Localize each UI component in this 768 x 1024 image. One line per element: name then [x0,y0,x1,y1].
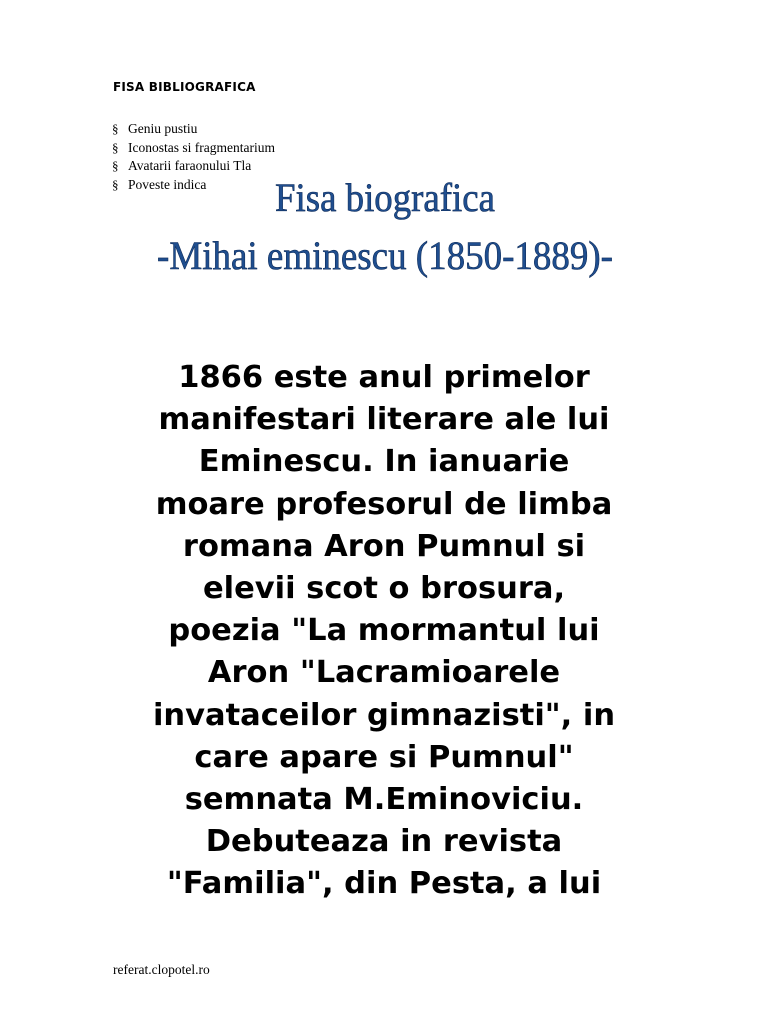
paragraph-line: 1866 este anul primelor [178,360,590,395]
paragraph-line: elevii scot o brosura, [202,571,566,607]
bullet-icon: § [112,176,119,192]
bullet-icon: § [112,121,119,136]
paragraph-line: manifestari literare ale lui [158,402,610,438]
list-item-label: Avatarii faraonului Tla [128,158,252,173]
paragraph-line: semnata M.Eminoviciu. [184,782,584,818]
wordart-subtitle: -Mihai eminescu (1850-1889)- [157,233,613,278]
wordart-title: Fisa biografica [275,175,496,220]
list-item-label: Iconostas si fragmentarium [128,139,275,155]
list-item-label: Poveste indica [128,176,207,192]
paragraph-line: moare profesorul de limba [155,486,613,522]
title-wordart [150,166,620,296]
bullet-icon: § [112,158,119,173]
paragraph-line: poezia "La mormantul lui [168,613,600,649]
paragraph-line: romana Aron Pumnul si [182,528,586,564]
paragraph-line: Debuteaza in revista [205,824,563,860]
paragraph-line: "Familia", din Pesta, a lui [166,866,602,902]
list-item-label: Geniu pustiu [128,121,198,136]
bullet-icon: § [112,139,119,155]
paragraph-line: Eminescu. In ianuarie [198,444,570,480]
list-item [112,139,275,158]
paragraph-line: invataceilor gimnazisti", in [152,697,616,733]
paragraph-line: Aron "Lacramioarele [207,655,561,691]
source-footer: referat.clopotel.ro [113,962,210,977]
paragraph-line: care apare si Pumnul" [194,739,574,775]
document-heading: FISA BIBLIOGRAFICA [113,80,256,94]
list-item [112,120,275,139]
biography-paragraph [115,357,653,906]
